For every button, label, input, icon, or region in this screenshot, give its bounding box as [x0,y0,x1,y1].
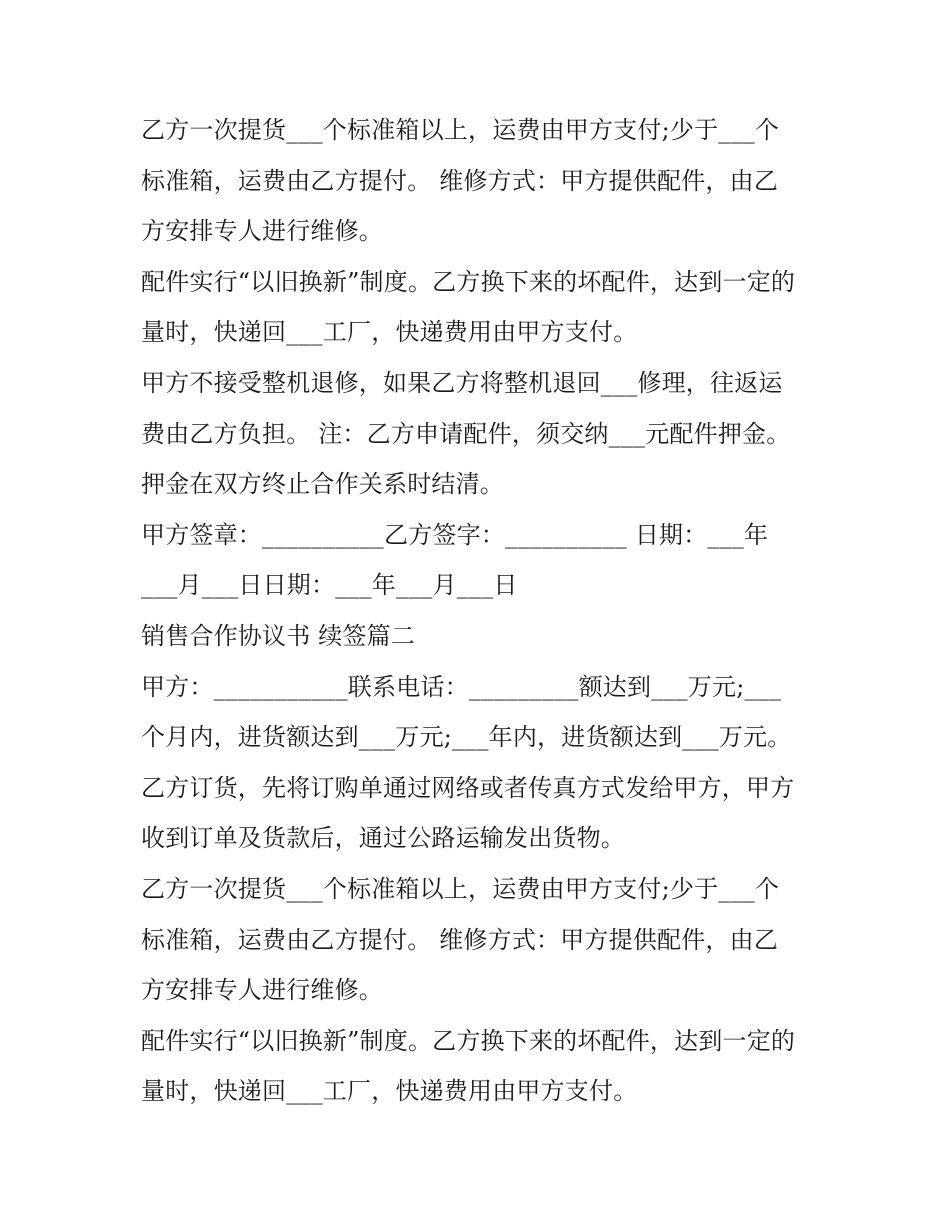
text-line: 方安排专人进行维修。 [141,976,383,1004]
text-line: 个月内，进货额达到___万元;___年内，进货额达到___万元。 [141,723,792,751]
text-line: 标准箱，运费由乙方提付。 维修方式：甲方提供配件，由乙 [141,167,779,195]
text-line: 量时，快递回___工厂，快递费用由甲方支付。 [141,1077,638,1105]
text-line: 标准箱，运费由乙方提付。 维修方式：甲方提供配件，由乙 [141,926,779,954]
text-line: 乙方一次提货___个标准箱以上，运费由甲方支付;少于___个 [141,875,780,903]
text-line: 方安排专人进行维修。 [141,217,383,245]
section-heading: 销售合作协议书 续签篇二 [141,622,416,650]
text-line: 甲方：___________联系电话：_________额达到___万元;___ [141,673,782,701]
text-line: 量时，快递回___工厂，快递费用由甲方支付。 [141,318,638,346]
signature-line: 甲方签章：__________乙方签字：__________ 日期：___年 [141,521,769,549]
text-line: 配件实行“以旧换新”制度。乙方换下来的坏配件，达到一定的 [141,268,796,296]
text-line: 收到订单及货款后，通过公路运输发出货物。 [141,824,625,852]
text-line: 甲方不接受整机退修，如果乙方将整机退回___修理，往返运 [141,369,783,397]
text-line: 配件实行“以旧换新”制度。乙方换下来的坏配件，达到一定的 [141,1027,796,1055]
text-line: 乙方一次提货___个标准箱以上，运费由甲方支付;少于___个 [141,116,780,144]
text-line: 押金在双方终止合作关系时结清。 [141,470,504,498]
date-line: ___月___日日期：___年___月___日 [141,571,518,599]
text-line: 乙方订货，先将订购单通过网络或者传真方式发给甲方，甲方 [141,774,795,802]
text-line: 费由乙方负担。 注：乙方申请配件，须交纳___元配件押金。 [141,420,791,448]
